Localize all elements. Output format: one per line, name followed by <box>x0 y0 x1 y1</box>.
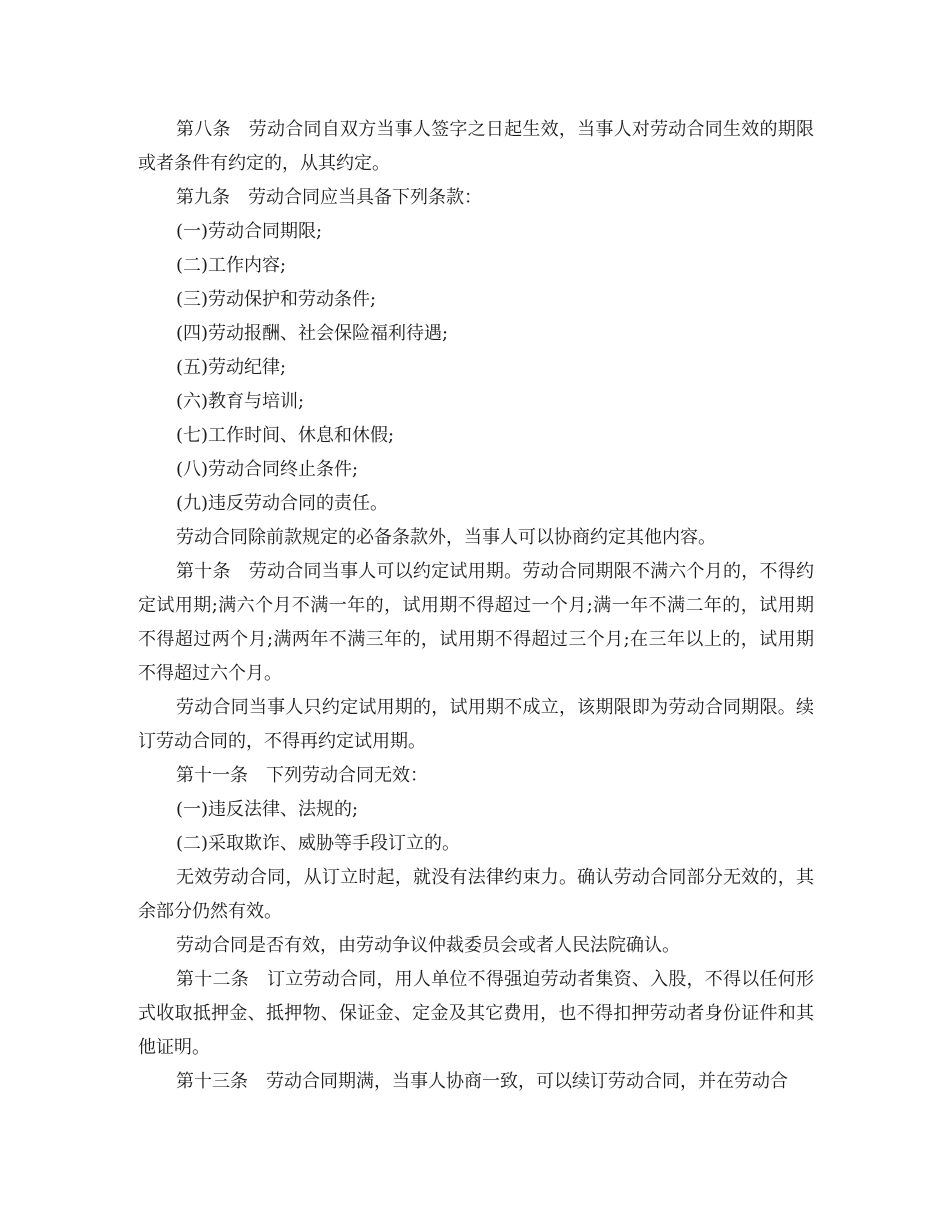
article-10 <box>138 555 814 691</box>
article-9 <box>138 181 814 215</box>
list-item: (七)工作时间、休息和休假; <box>176 425 395 446</box>
body-paragraph: 劳动合同当事人只约定试用期的，试用期不成立，该期限即为劳动合同期限。续订劳动合同的，不得再约定试用期。 <box>138 697 814 752</box>
article-label: 第十二条 <box>176 969 249 990</box>
article-label: 第八条 <box>176 119 231 140</box>
list-item: (三)劳动保护和劳动条件; <box>176 289 377 310</box>
list-item: (一)劳动合同期限; <box>176 221 323 242</box>
article-text: 下列劳动合同无效： <box>266 765 428 786</box>
article-label: 第十条 <box>176 561 231 582</box>
article-8 <box>138 113 814 181</box>
list-item: (六)教育与培训; <box>176 391 305 412</box>
article-text: 劳动合同自双方当事人签字之日起生效，当事人对劳动合同生效的期限或者条件有约定的，从其约定。 <box>138 119 815 174</box>
list-item: (二)采取欺诈、威胁等手段订立的。 <box>176 833 461 854</box>
article-label: 第十三条 <box>176 1071 248 1092</box>
article-text: 劳动合同期满，当事人协商一致，可以续订劳动合同，并在劳动合 <box>266 1071 788 1092</box>
list-item: (八)劳动合同终止条件; <box>176 459 359 480</box>
article-12 <box>138 963 814 1065</box>
body-paragraph: 劳动合同是否有效，由劳动争议仲裁委员会或者人民法院确认。 <box>176 935 680 956</box>
article-text: 劳动合同当事人可以约定试用期。劳动合同期限不满六个月的，不得约定试用期;满六个月不满一年的，试用期不得超过一个月;满一年不满二年的，试用期不得超过两个月;满两年不满三年的，试用期不得超过三个月;在三年以上的，试用期不得超过六个月。 <box>138 561 815 684</box>
article-13 <box>138 1065 814 1099</box>
article-11 <box>138 759 814 793</box>
article-label: 第九条 <box>176 187 230 208</box>
body-paragraph: 劳动合同除前款规定的必备条款外，当事人可以协商约定其他内容。 <box>176 527 716 548</box>
list-item: (一)违反法律、法规的; <box>176 799 359 820</box>
article-label: 第十一条 <box>176 765 248 786</box>
list-item: (九)违反劳动合同的责任。 <box>176 493 389 514</box>
article-text: 订立劳动合同，用人单位不得强迫劳动者集资、入股，不得以任何形式收取抵押金、抵押物、保证金、定金及其它费用，也不得扣押劳动者身份证件和其他证明。 <box>138 969 815 1058</box>
document-body <box>138 113 814 1099</box>
list-item: (二)工作内容; <box>176 255 287 276</box>
list-item: (四)劳动报酬、社会保险福利待遇; <box>176 323 449 344</box>
body-paragraph: 无效劳动合同，从订立时起，就没有法律约束力。确认劳动合同部分无效的，其余部分仍然有效。 <box>138 867 814 922</box>
article-text: 劳动合同应当具备下列条款： <box>248 187 482 208</box>
list-item: (五)劳动纪律; <box>176 357 287 378</box>
